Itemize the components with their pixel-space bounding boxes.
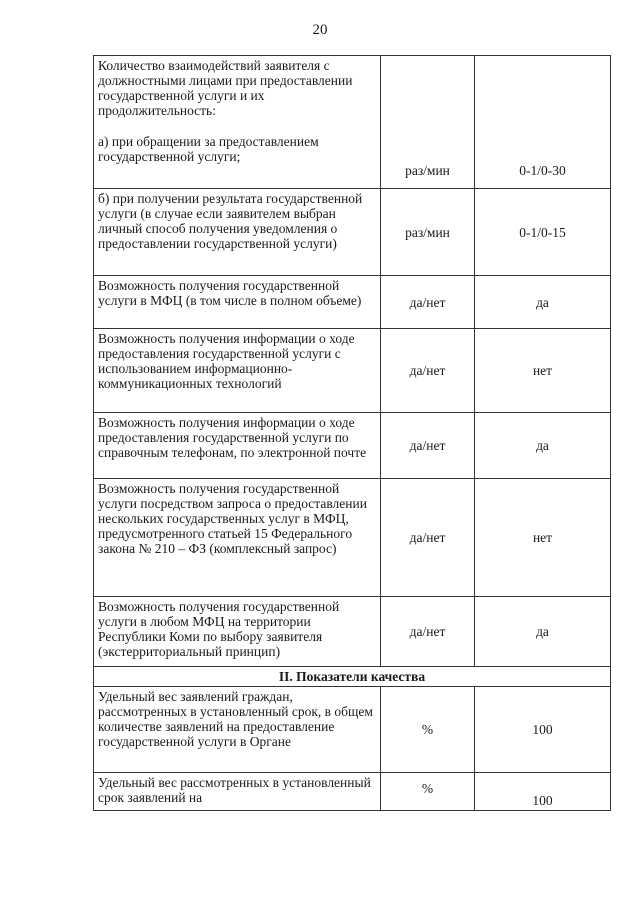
- spacer: [98, 118, 376, 134]
- value-cell: да: [475, 413, 611, 479]
- value-cell: да: [475, 276, 611, 329]
- table-row: [94, 329, 611, 413]
- value-cell: нет: [475, 329, 611, 413]
- unit-cell: да/нет: [381, 413, 475, 479]
- value-cell: нет: [475, 479, 611, 597]
- indicator-cell: Возможность получения государственной услуги посредством запроса о предоставлении нескольких государственных услуг в МФЦ, предусмотренного статьей 15 Федерального закона № 210 – ФЗ (комплексный запрос): [94, 479, 381, 597]
- table-row: [94, 189, 611, 276]
- indicator-cell: [94, 56, 381, 189]
- indicator-cell: Удельный вес рассмотренных в установленный срок заявлений на: [94, 773, 381, 811]
- page-number: 20: [312, 22, 328, 38]
- indicator-cell: Возможность получения государственной услуги в МФЦ (в том числе в полном объеме): [94, 276, 381, 329]
- value-cell: 100: [475, 773, 611, 811]
- table-row: [94, 413, 611, 479]
- section-title: II. Показатели качества: [94, 667, 611, 687]
- unit-cell: %: [381, 687, 475, 773]
- indicators-table-container: [93, 55, 611, 811]
- indicator-cell: Удельный вес заявлений граждан, рассмотренных в установленный срок, в общем количестве заявлений на предоставление государственной услуги в Органе: [94, 687, 381, 773]
- table-row: [94, 56, 611, 189]
- unit-cell: %: [381, 773, 475, 811]
- section-header-row: [94, 667, 611, 687]
- unit-cell: раз/мин: [381, 56, 475, 189]
- table-row: [94, 597, 611, 667]
- table-row: [94, 773, 611, 811]
- indicator-cell: б) при получении результата государственной услуги (в случае если заявителем выбран личный способ получения уведомления о предоставлении государственной услуги): [94, 189, 381, 276]
- unit-cell: да/нет: [381, 329, 475, 413]
- indicator-cell: Возможность получения информации о ходе предоставления государственной услуги по справочным телефонам, по электронной почте: [94, 413, 381, 479]
- indicator-intro-text: Количество взаимодействий заявителя с должностными лицами при предоставлении государственной услуги и их продолжительность:: [98, 58, 353, 118]
- unit-cell: раз/мин: [381, 189, 475, 276]
- unit-cell: да/нет: [381, 479, 475, 597]
- table-row: [94, 687, 611, 773]
- value-cell: 0-1/0-30: [475, 56, 611, 189]
- indicator-cell: Возможность получения информации о ходе предоставления государственной услуги с использованием информационно-коммуникационных технологий: [94, 329, 381, 413]
- value-cell: 0-1/0-15: [475, 189, 611, 276]
- indicators-table: [93, 55, 611, 811]
- unit-cell: да/нет: [381, 597, 475, 667]
- value-cell: да: [475, 597, 611, 667]
- table-row: [94, 479, 611, 597]
- table-row: [94, 276, 611, 329]
- indicator-cell: Возможность получения государственной услуги в любом МФЦ на территории Республики Коми по выбору заявителя (экстерриториальный принцип): [94, 597, 381, 667]
- value-cell: 100: [475, 687, 611, 773]
- unit-cell: да/нет: [381, 276, 475, 329]
- indicator-text: а) при обращении за предоставлением государственной услуги;: [98, 134, 319, 164]
